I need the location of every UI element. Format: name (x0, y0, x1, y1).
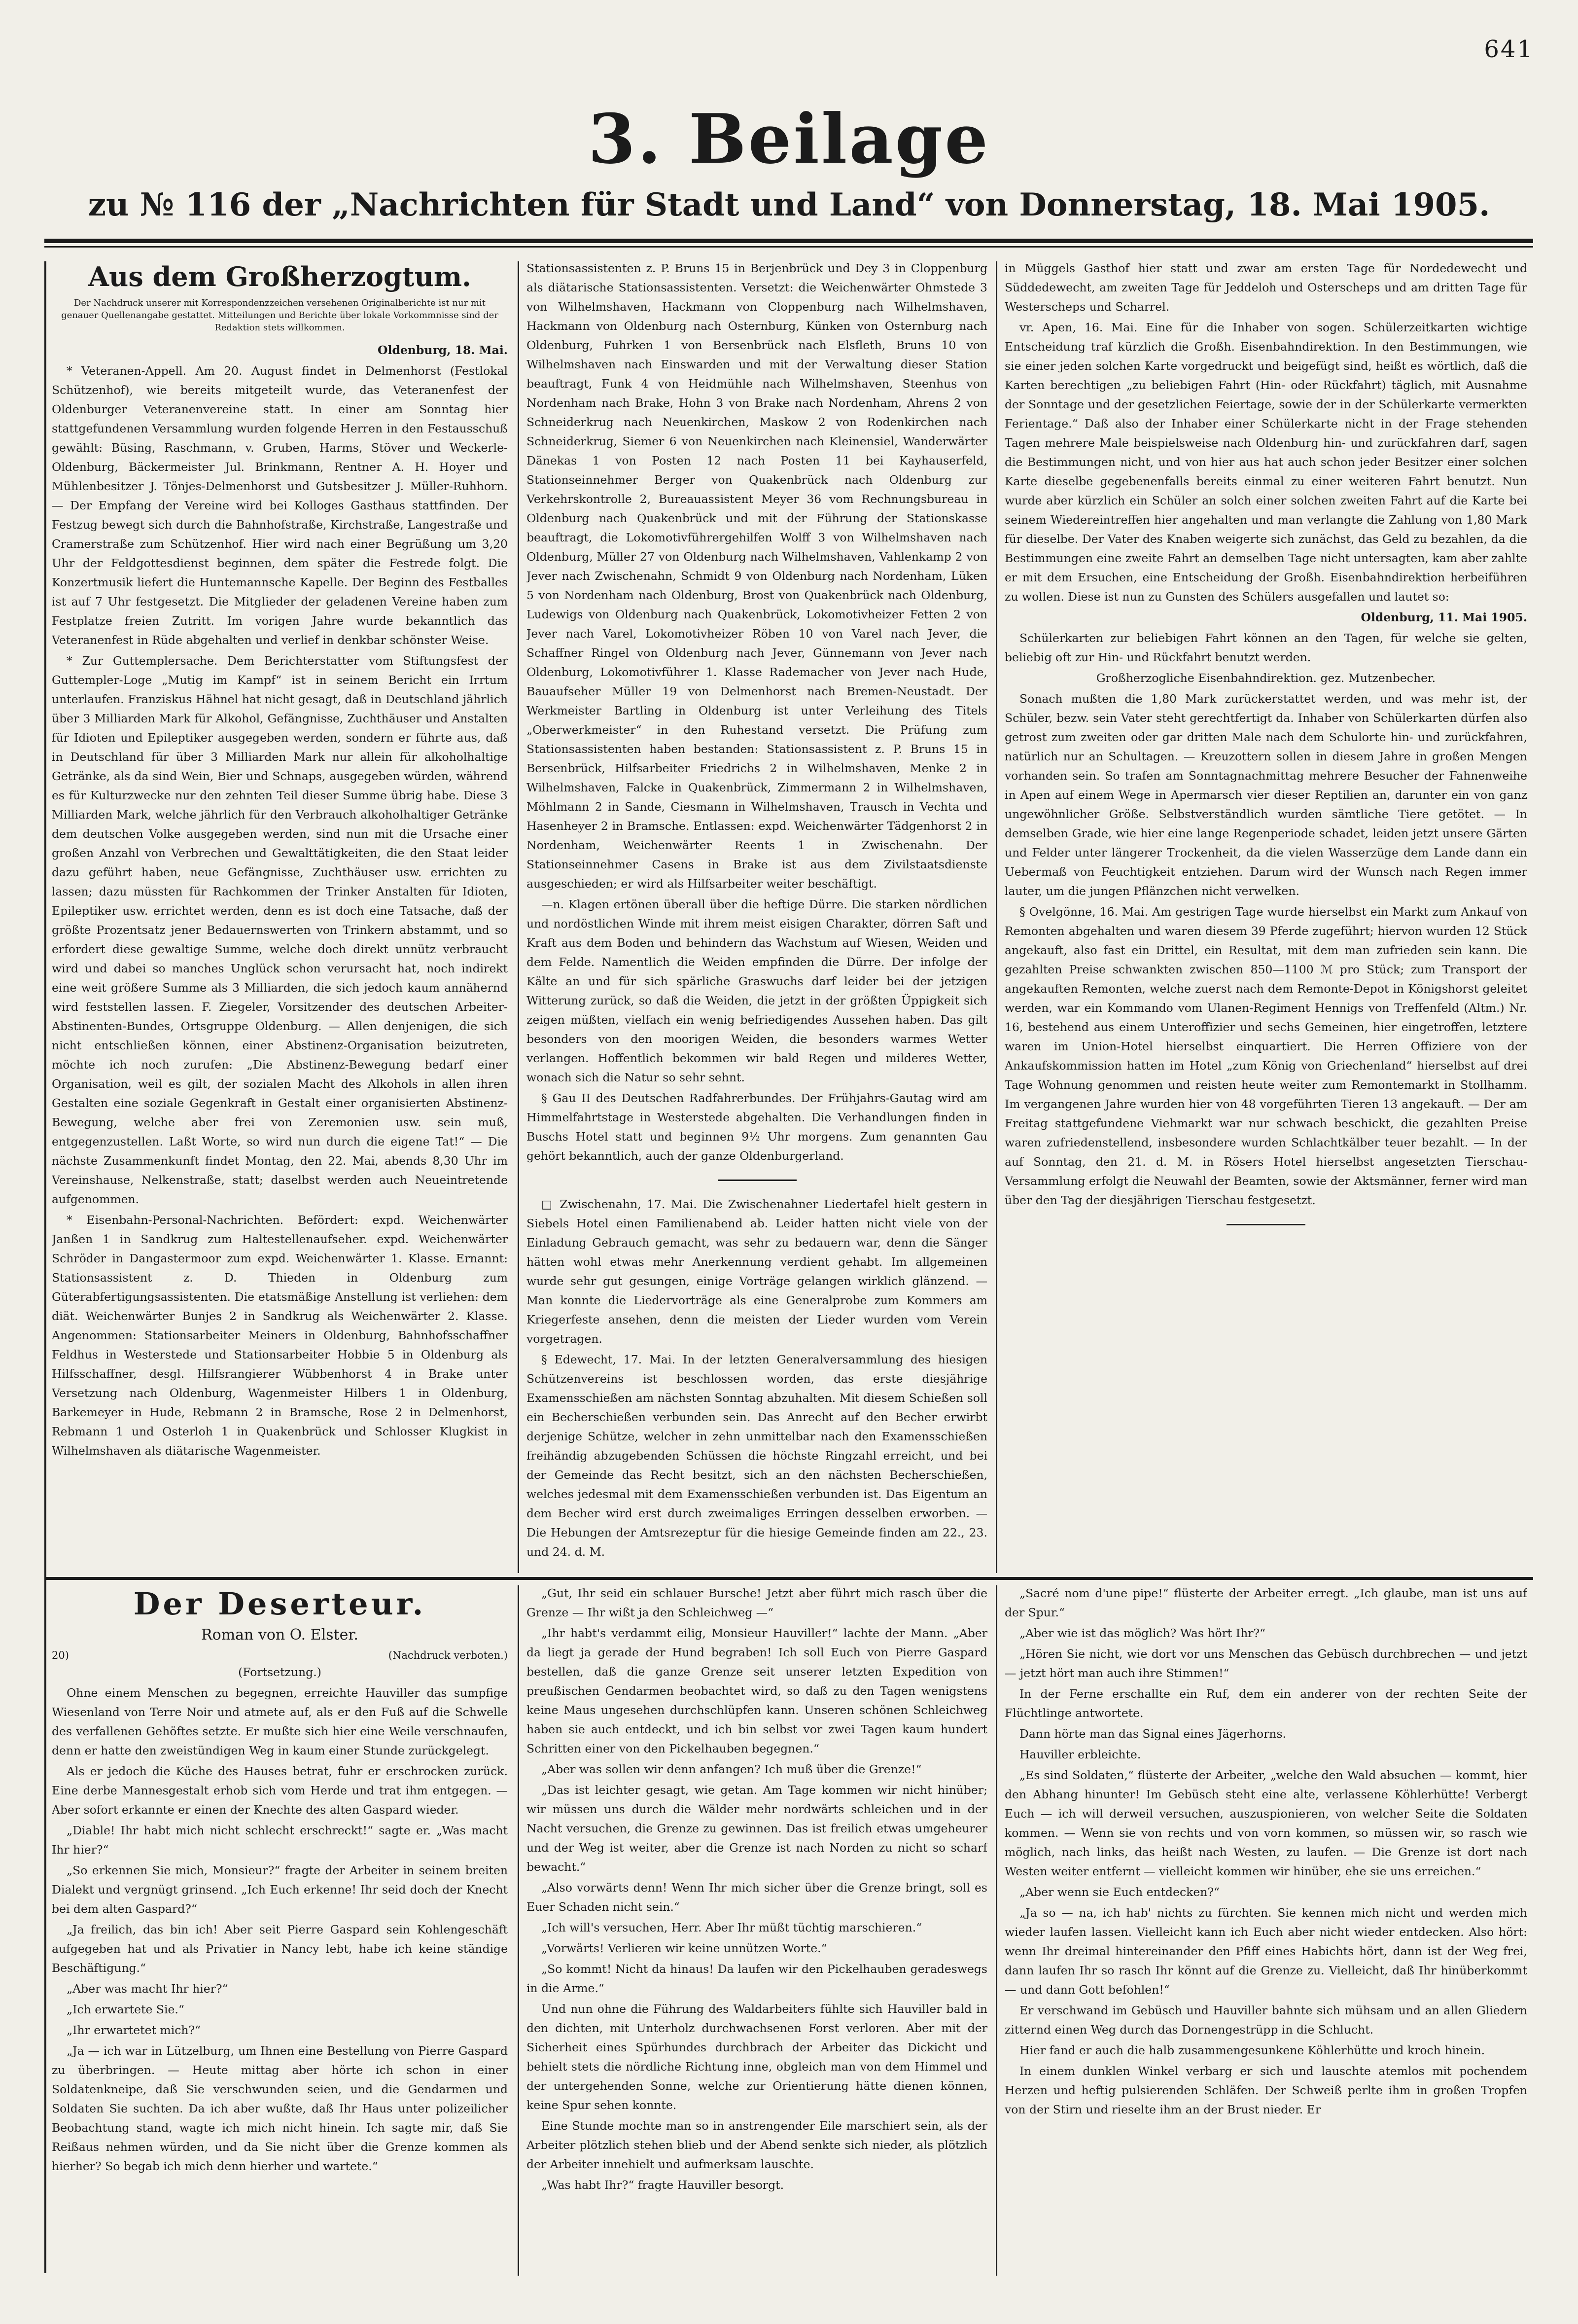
novel-paragraph: Dann hörte man das Signal eines Jägerhorns. (1019, 1727, 1286, 1741)
installment-number: 20) (52, 1649, 69, 1661)
supplement-title: 3. Beilage (588, 99, 990, 179)
article-paragraph: Schülerkarten zur beliebigen Fahrt können an den Tagen, für welche sie gelten, beliebig oft zur Hin- und Rückfahrt benutzt werden. (1005, 631, 1527, 664)
page-number: 641 (1484, 36, 1534, 63)
novel-paragraph: „Aber was sollen wir denn anfangen? Ich muß über die Grenze!“ (541, 1762, 922, 1776)
column-divider (518, 1585, 519, 2276)
feuilleton-column-1 (52, 1584, 508, 2284)
letter-dateline: Oldenburg, 11. Mai 1905. (1361, 610, 1527, 624)
novel-paragraph: „Also vorwärts denn! Wenn Ihr mich sicher über die Grenze bringt, soll es Euer Schaden nicht sein.“ (526, 1881, 987, 1914)
novel-paragraph: „Es sind Soldaten,“ flüsterte der Arbeiter, „welche den Wald absuchen — kommt, hier den Abhang hinunter! Im Gebüsch steht eine alte, verlassene Köhlerhütte! Verbergt Euch — ich will derweil versuchen, auszuspionieren, von welcher Seite die Soldaten kommen. — Wenn sie von rechts und von vorn kommen, so müssen wir, so rasch wie möglich, nach links, das heißt nach Westen, zu laufen. — Die Grenze ist dort nach Westen weiter entfernt — vielleicht kommen wir hinüber, ehe sie uns erreichen.“ (1005, 1768, 1527, 1878)
novel-paragraph: „Aber wenn sie Euch entdecken?“ (1019, 1885, 1220, 1899)
feuilleton-column-3 (1005, 1584, 1527, 2284)
left-border (44, 261, 46, 2273)
news-column-3 (1005, 259, 1527, 1573)
novel-paragraph: „Das ist leichter gesagt, wie getan. Am Tage kommen wir nicht hinüber; wir müssen uns durch die Wälder mehr nordwärts schleichen und in der Nacht versuchen, die Grenze zu gewinnen. Das ist freilich etwas umgeheurer und der Weg ist weiter, aber die Grenze ist nach Norden zu nicht so scharf bewacht.“ (526, 1783, 987, 1874)
novel-paragraph: Und nun ohne die Führung des Waldarbeiters fühlte sich Hauviller bald in den dichten, mit Unterholz durchwachsenen Forst verloren. Aber mit der Sicherheit eines Spürhundes durchbrach der Arbeiter das Dickicht und behielt stets die nördliche Richtung inne, obgleich man von dem Himmel und der untergehenden Sonne, welche zur Orientierung hätte dienen können, keine Spur sehen konnte. (526, 2002, 987, 2112)
section-title: Aus dem Großherzogtum. (88, 261, 471, 292)
novel-paragraph: Hier fand er auch die halb zusammengesunkene Köhlerhütte und kroch hinein. (1019, 2043, 1485, 2057)
column-divider (518, 261, 519, 1573)
novel-paragraph: „So kommt! Nicht da hinaus! Da laufen wir den Pickelhauben geradeswegs in die Arme.“ (526, 1962, 987, 1995)
novel-paragraph: Hauviller erbleichte. (1019, 1748, 1141, 1761)
article-paragraph: in Müggels Gasthof hier statt und zwar am ersten Tage für Nordedewecht und Süddedewecht, am zweiten Tage für Jeddeloh und Osterscheps und am dritten Tage für Westerscheps und Scharrel. (1005, 261, 1527, 314)
novel-author: Roman von O. Elster. (201, 1626, 358, 1644)
novel-paragraph: „Gut, Ihr seid ein schlauer Bursche! Jetzt aber führt mich rasch über die Grenze — Ihr wißt ja den Schleichweg —“ (526, 1586, 987, 1619)
column-divider (996, 1585, 997, 2276)
column-divider (996, 261, 997, 1573)
novel-paragraph: „Was habt Ihr?“ fragte Hauviller besorgt. (541, 2178, 784, 2192)
dateline: Oldenburg, 18. Mai. (378, 343, 508, 357)
novel-meta (52, 1648, 508, 1663)
article-paragraph: Stationsassistenten z. P. Bruns 15 in Berjenbrück und Dey 3 in Cloppenburg als diätarische Stationsassistenten. Versetzt: die Weichenwärter Ohmstede 3 von Wilhelmshaven, Hackmann von Cloppenburg nach Wilhelmshaven, Hackmann von Oldenburg nach Osternburg, Künken von Osternburg nach Oldenburg, Fuhrken 1 von Bersenbrück nach Elsfleth, Bruns 10 von Wilhelmshaven nach Einswarden und mit der Verwaltung dieser Station beauftragt, Funk 4 von Heidmühle nach Wilhelmshaven, Steenhus von Nordenham nach Brake, Hohn 3 von Brake nach Nordenham, Ahrens 2 von Schneiderkrug nach Neuenkirchen, Maskow 2 von Rodenkirchen nach Schneiderkrug, Siemer 6 von Neuenkirchen nach Kleinensiel, Wanderwärter Dänekas 1 von Posten 12 nach Posten 11 bei Kayhauserfeld, Stationseinnehmer Berger von Quakenbrück nach Oldenburg zur Verkehrskontrolle 2, Bureauassistent Meyer 36 vom Rechnungsbureau in Oldenburg nach Quakenbrück und mit der Führung der Stationskasse beauftragt, die Lokomotivführergehilfen Wolff 3 von Wilhelmshaven nach Oldenburg, Müller 27 von Oldenburg nach Wilhelmshaven, Vahlenkamp 2 von Jever nach Zwischenahn, Schmidt 9 von Oldenburg nach Nordenham, Lüken 5 von Nordenham nach Oldenburg, Brost von Quakenbrück nach Oldenburg, Ludewigs von Oldenburg nach Quakenbrück, Lokomotivheizer Fetten 2 von Jever nach Varel, Lokomotivheizer Röben 10 von Varel nach Jever, die Schaffner Ringel von Oldenburg nach Jever, Günnemann von Jever nach Oldenburg, Lokomotivführer 1. Klasse Rademacher von Jever nach Hude, Bauaufseher Müller 19 von Delmenhorst nach Bremen-Neustadt. Der Werkmeister Bartling in Oldenburg ist unter Verleihung des Titels „Oberwerkmeister“ in den Ruhestand versetzt. Die Prüfung zum Stationsassistenten haben bestanden: Stationsassistent z. P. Bruns 15 in Bersenbrück, Hilfsarbeiter Friedrichs 2 in Wilhelmshaven, Menke 2 in Wilhelmshaven, Falcke in Quakenbrück, Zimmermann 2 in Wilhelmshaven, Möhlmann 2 in Sande, Ciesmann in Wilhelmshaven, Trausch in Vechta und Hasenheyer 2 in Bramsche. Entlassen: expd. Weichenwärter Tädgenhorst 2 in Nordenham, Weichenwärter Reents 1 in Zwischenahn. Der Stationseinnehmer Casens in Brake ist aus dem Zivilstaatsdienste ausgeschieden; er wird als Hilfsarbeiter weiter beschäftigt. (526, 261, 987, 891)
novel-paragraph: „Vorwärts! Verlieren wir keine unnützen Worte.“ (541, 1941, 827, 1955)
novel-paragraph: In der Ferne erschallte ein Ruf, dem ein anderer von der rechten Seite der Flüchtlinge antwortete. (1005, 1687, 1527, 1720)
continuation-note: (Fortsetzung.) (238, 1665, 321, 1679)
novel-paragraph: Er verschwand im Gebüsch und Hauviller bahnte sich mühsam und an allen Gliedern zitternd einen Weg durch das Dornengestrüpp in die Schlucht. (1005, 2003, 1527, 2037)
novel-paragraph: „Sacré nom d'une pipe!“ flüsterte der Arbeiter erregt. „Ich glaube, man ist uns auf der Spur.“ (1005, 1586, 1527, 1619)
section-note: Der Nachdruck unserer mit Korrespondenzzeichen versehenen Originalberichte ist nur mit genauer Quellenangabe gestattet. Mitteilungen und Berichte über lokale Vorkommnisse sind der Redaktion stets willkommen. (61, 298, 498, 333)
novel-paragraph: „Ja freilich, das bin ich! Aber seit Pierre Gaspard sein Kohlengeschäft aufgegeben hat und als Privatier in Nancy lebt, habe ich keine ständige Beschäftigung.“ (52, 1923, 508, 1975)
novel-paragraph: „Ich erwartete Sie.“ (67, 2002, 184, 2016)
novel-paragraph: „Ihr habt's verdammt eilig, Monsieur Hauviller!“ lachte der Mann. „Aber da liegt ja gerade der Hund begraben! Ich soll Euch von Pierre Gaspard bestellen, daß die ganze Grenze seit unserer letzten Expedition von preußischen Gendarmen beobachtet wird, so daß zu den Tagen wenigstens keine Maus ungesehen durchschlüpfen kann. Unseren schönen Schleichweg haben sie auch entdeckt, und ich bin selbst vor zwei Tagen kaum hundert Schritten einer von den Pickelhauben begegnen.“ (526, 1626, 987, 1755)
novel-title: Der Deserteur. (133, 1586, 426, 1622)
article-paragraph: —n. Klagen ertönen überall über die heftige Dürre. Die starken nördlichen und nordöstlichen Winde mit ihrem meist eisigen Charakter, dörren Saft und Kraft aus dem Boden und behindern das Wachstum auf Wiesen, Weiden und dem Felde. Namentlich die Weiden empfinden die Dürre. Der infolge der Kälte an und für sich spärliche Graswuchs darf leider bei der jetzigen Witterung zurück, so daß die Weiden, die jetzt in der größten Üppigkeit sich zeigen müßten, vielfach ein wenig befriedigendes Aussehen haben. Das gilt besonders von den moorigen Weiden, die besonders warmes Wetter verlangen. Hoffentlich bekommen wir bald Regen und milderes Wetter, wonach sich die Natur so sehr sehnt. (526, 897, 987, 1084)
reprint-notice: (Nachdruck verboten.) (388, 1649, 508, 1661)
article-paragraph: vr. Apen, 16. Mai. Eine für die Inhaber von sogen. Schülerzeitkarten wichtige Entscheidung traf kürzlich die Großh. Eisenbahndirektion. In den Bestimmungen, wie sie einer jeden solchen Karte vorgedruckt und beigefügt sind, heißt es wörtlich, daß die Karten berechtigen „zu beliebigen Fahrt (Hin- oder Rückfahrt) täglich, mit Ausnahme der Sonntage und der gesetzlichen Feiertage, sowie der in der Schülerkarte vermerkten Ferientage.“ Daß also der Inhaber einer Schülerkarte nicht in der Frage stehenden Tagen mehrere Male beispielsweise nach Oldenburg hin- und zurückfahren darf, sagen die Bestimmungen nicht, und von hier aus hat auch schon jeder Besitzer einer solchen Karte dieselbe gegebenenfalls bereits einmal zu einer weiteren Fahrt benutzt. Nun wurde aber kürzlich ein Schüler an solch einer solchen zweiten Fahrt auf die Karte bei seinem Wiedereintreffen hier angehalten und man verlangte die Zahlung von 1,80 Mark für dieselbe. Der Vater des Knaben weigerte sich zunächst, das Geld zu bezahlen, da die Bestimmungen eine zweite Fahrt an demselben Tage nicht untersagten, kam aber zahlte er mit dem Ersuchen, eine Entscheidung der Großh. Eisenbahndirektion herbeiführen zu wollen. Diese ist nun zu Gunsten des Schülers ausgefallen und lautet so: (1005, 321, 1527, 604)
article-paragraph: □ Zwischenahn, 17. Mai. Die Zwischenahner Liedertafel hielt gestern in Siebels Hotel einen Familienabend ab. Leider hatten nicht viele von der Einladung Gebrauch gemacht, was sehr zu bedauern war, denn die Sänger hätten wohl etwas mehr Anerkennung verdient gehabt. Im allgemeinen wurde sehr gut gesungen, einige Vorträge gelangen wirklich glänzend. — Man konnte die Liedervorträge als eine Generalprobe zum Kommers am Kriegerfeste ansehen, denn die meisten der Lieder wurden vom Verein vorgetragen. (526, 1197, 987, 1346)
novel-paragraph: „Diable! Ihr habt mich nicht schlecht erschreckt!“ sagte er. „Was macht Ihr hier?“ (52, 1823, 508, 1857)
supplement-subtitle: zu № 116 der „Nachrichten für Stadt und Land“ von Donnerstag, 18. Mai 1905. (88, 186, 1490, 223)
novel-paragraph: „Aber was macht Ihr hier?“ (67, 1982, 228, 1996)
article-paragraph: * Eisenbahn-Personal-Nachrichten. Befördert: expd. Weichenwärter Janßen 1 in Sandkrug zum Haltestellenaufseher. expd. Weichenwärter Schröder in Dangastermoor zum expd. Weichenwärter 1. Klasse. Ernannt: Stationsassistent z. D. Thieden in Oldenburg zum Güterabfertigungsassistenten. Die etatsmäßige Anstellung ist verliehen: dem diät. Weichenwärter Bunjes 2 in Sandkrug als Weichenwärter 2. Klasse. Angenommen: Stationsarbeiter Meiners in Oldenburg, Bahnhofsschaffner Feldhus in Westerstede und Stationsarbeiter Hobbie 5 in Oldenburg als Hilfsschaffner, desgl. Hilfsrangierer Wübbenhorst 4 in Brake unter Versetzung nach Oldenburg, Wagenmeister Hilbers 1 in Oldenburg, Barkemeyer in Hude, Rebmann 2 in Bramsche, Rose 2 in Delmenhorst, Rebmann 1 und Osterloh 1 in Quakenbrück und Schlosser Klugkist in Wilhelmshaven als diätarische Wagenmeister. (52, 1213, 508, 1458)
signature: Großherzogliche Eisenbahndirektion. gez. Mutzenbecher. (1096, 671, 1436, 685)
novel-paragraph: Als er jedoch die Küche des Hauses betrat, fuhr er erschrocken zurück. Eine derbe Mannesgestalt erhob sich vom Herde und trat ihm entgegen. — Aber sofort erkannte er einen der Knechte des alten Gaspard wieder. (52, 1764, 508, 1817)
novel-paragraph: „Hören Sie nicht, wie dort vor uns Menschen das Gebüsch durchbrechen — und jetzt — jetzt hört man auch ihre Stimmen!“ (1005, 1647, 1527, 1680)
novel-paragraph: „Ich will's versuchen, Herr. Aber Ihr müßt tüchtig marschieren.“ (541, 1921, 922, 1934)
news-column-1 (52, 256, 508, 1573)
article-paragraph: * Veteranen-Appell. Am 20. August findet in Delmenhorst (Festlokal Schützenhof), wie bereits mitgeteilt wurde, das Veteranenfest der Oldenburger Veteranenvereine statt. In einer am Sonntag hier stattgefundenen Versammlung wurden folgende Herren in den Festausschuß gewählt: Büsing, Raschmann, v. Gruben, Harms, Stöver und Weckerle-Oldenburg, Bäckermeister Jul. Brinkmann, Rentner A. H. Hoyer und Mühlenbesitzer J. Tönjes-Delmenhorst und Gutsbesitzer J. Müller-Ruhhorn. — Der Empfang der Vereine wird bei Kolloges Gasthaus stattfinden. Der Festzug bewegt sich durch die Bahnhofstraße, Kirchstraße, Langestraße und Cramerstraße zum Schützenhof. Hier wird nach einer Begrüßung um 3,20 Uhr der Feldgottesdienst beginnen, dem später die Festrede folgt. Die Konzertmusik liefert die Huntemannsche Kapelle. Der Beginn des Festballes ist auf 7 Uhr festgesetzt. Die Mitglieder der geladenen Vereine haben zum Festplatze freien Zutritt. Im vorigen Jahre wurde bekanntlich das Veteranenfest in Rüde abgehalten und verlief in denkbar schönster Weise. (52, 364, 508, 647)
feuilleton-rule (44, 1577, 1533, 1580)
article-paragraph: * Zur Guttemplersache. Dem Berichterstatter vom Stiftungsfest der Guttempler-Loge „Mutig im Kampf“ ist in seinem Bericht ein Irrtum unterlaufen. Franziskus Hähnel hat nicht gesagt, daß in Deutschland jährlich über 3 Milliarden Mark für Alkohol, Gefängnisse, Zuchthäuser und Anstalten für Idioten und Epileptiker ausgegeben werden, sondern er führte aus, daß in Deutschland für über 3 Milliarden Mark nur allein für alkoholhaltige Getränke, als da sind Wein, Bier und Schnaps, ausgegeben würden, während es für Kulturzwecke nur den zehnten Teil dieser Summe übrig habe. Diese 3 Milliarden Mark, welche jährlich für den Verbrauch alkoholhaltiger Getränke dem deutschen Volke ausgegeben werden, sind nun mit die Ursache einer großen Anzahl von Verbrechen und Gewalttätigkeiten, die den Staat leider dazu geführt haben, neue Gefängnisse, Zuchthäuser usw. errichten zu lassen; dazu müssten für Rachkommen der Trinker Anstalten für Idioten, Epileptiker usw. errichtet werden, denn es ist doch eine Tatsache, daß der größte Prozentsatz jener Bedauernswerten von Trinkern abstammt, und so erfordert diese gewaltige Summe, welche doch direkt unnütz verbraucht wird und dabei so manches Unglück schon verursacht hat, noch indirekt eine weit größere Summe als 3 Milliarden, die sich jedoch kaum annähernd wird feststellen lassen. F. Ziegeler, Vorsitzender des deutschen Arbeiter-Abstinenten-Bundes, Ortsgruppe Oldenburg. — Allen denjenigen, die sich nicht entschließen können, einer Abstinenz-Organisation beizutreten, möchte ich noch zurufen: „Die Abstinenz-Bewegung bedarf einer Organisation, weil es gilt, der sozialen Macht des Alkohols in allen ihren Gestalten eine soziale Gegenkraft in Gestalt einer organisierten Abstinenz-Bewegung, welche aber frei von Zeremonien usw. sein muß, entgegenzustellen. Laßt Worte, so wird nun durch die eigene Tat!“ — Die nächste Zusammenkunft findet Montag, den 22. Mai, abends 8,30 Uhr im Vereinshause, Nelkenstraße, statt; daselbst werden auch Neueintretende aufgenommen. (52, 654, 508, 1206)
header-rule-thin (44, 246, 1533, 248)
news-column-2 (526, 259, 987, 1573)
novel-paragraph: „So erkennen Sie mich, Monsieur?“ fragte der Arbeiter in seinem breiten Dialekt und vergnügt grinsend. „Ich Euch erkenne! Ihr seid doch der Knecht bei dem alten Gaspard?“ (52, 1863, 508, 1916)
novel-paragraph: Eine Stunde mochte man so in anstrengender Eile marschiert sein, als der Arbeiter plötzlich stehen blieb und der Abend senkte sich nieder, als plötzlich der Arbeiter innehielt und aufmerksam lauschte. (526, 2119, 987, 2171)
novel-paragraph: „Aber wie ist das möglich? Was hört Ihr?“ (1019, 1626, 1266, 1640)
header-rule (44, 239, 1533, 243)
novel-paragraph: Ohne einem Menschen zu begegnen, erreichte Hauviller das sumpfige Wiesenland von Terre Noir und atmete auf, als er den Fuß auf die Schwelle des verfallenen Gehöftes setzte. Er mußte sich hier eine Weile verschnaufen, denn er hatte den zweistündigen Weg in kaum einer Stunde zurückgelegt. (52, 1686, 508, 1757)
novel-paragraph: In einem dunklen Winkel verbarg er sich und lauschte atemlos mit pochendem Herzen und heftig pulsierenden Schläfen. Der Schweiß perlte ihm in großen Tropfen von der Stirn und rieselte ihm an der Brust nieder. Er (1005, 2064, 1527, 2116)
novel-paragraph: „Ja — ich war in Lützelburg, um Ihnen eine Bestellung von Pierre Gaspard zu überbringen. — Heute mittag aber hörte ich schon in einer Soldatenkneipe, daß Sie verschwunden seien, und die Gendarmen und Soldaten Sie suchten. Da ich aber wußte, daß Ihr Haus unter polizeilicher Beobachtung stand, wagte ich mich nicht hinein. Ich sagte mir, daß Sie Reißaus nehmen würden, und da Sie nicht über die Grenze kommen als hierher? So begab ich mich denn hierher und wartete.“ (52, 2044, 508, 2173)
article-paragraph: § Gau II des Deutschen Radfahrerbundes. Der Frühjahrs-Gautag wird am Himmelfahrtstage in Westerstede abgehalten. Die Verhandlungen finden in Buschs Hotel statt und beginnen 9½ Uhr morgens. Zum genannten Gau gehört bekanntlich, auch der ganze Oldenburgerland. (526, 1091, 987, 1163)
article-paragraph: § Edewecht, 17. Mai. In der letzten Generalversammlung des hiesigen Schützenvereins ist beschlossen worden, das erste diesjährige Examensschießen am nächsten Sonntag abzuhalten. Mit diesem Schießen soll ein Becherschießen verbunden sein. Das Anrecht auf den Becher erwirbt derjenige Schütze, welcher in zehn unmittelbar nach den Examensschießen freihändig abzugebenden Schüssen die höchste Ringzahl erreicht, und bei der Gemeinde das Recht besitzt, sich an den nächsten Becherschießen, welches jedesmal mit dem Examensschießen verbunden ist. Das Eigentum an dem Becher wird erst durch zweimaliges Erringen desselben erworben. — Die Hebungen der Amtsrezeptur für die hiesige Gemeinde finden am 22., 23. und 24. d. M. (526, 1353, 987, 1559)
novel-paragraph: „Ja so — na, ich hab' nichts zu fürchten. Sie kennen mich nicht und werden mich wieder laufen lassen. Vielleicht kann ich Euch aber nicht wieder entdecken. Also hört: wenn Ihr dreimal hintereinander den Pfiff eines Habichts hört, dann ist der Weg frei, dann laufen Ihr so rasch Ihr könnt auf die Grenze zu. Vielleicht, daß Ihr hinüberkommt — und dann Gott befohlen!“ (1005, 1906, 1527, 1997)
separator-rule (718, 1180, 797, 1181)
novel-paragraph: „Ihr erwartetet mich?“ (67, 2023, 201, 2037)
separator-rule (1227, 1224, 1305, 1225)
article-paragraph: § Ovelgönne, 16. Mai. Am gestrigen Tage wurde hierselbst ein Markt zum Ankauf von Remonten abgehalten und waren diesem 39 Pferde zugeführt; hiervon wurden 12 Stück angekauft, also fast ein Drittel, ein Resultat, mit dem man zufrieden sein kann. Die gezahlten Preise schwankten zwischen 850—1100 ℳ pro Stück; zum Transport der angekauften Remonten, welche zuerst nach dem Remonte-Depot in Königshorst geleitet werden, war ein Kommando vom Ulanen-Regiment Hennigs von Treffenfeld (Altm.) Nr. 16, bestehend aus einem Unteroffizier und sechs Gemeinen, hier eingetroffen, letztere waren im Union-Hotel hierselbst einquartiert. Die Herren Offiziere von der Ankaufskommission hatten im Hotel „zum König von Griechenland“ hierselbst auf drei Tage Wohnung genommen und reisten heute weiter zum Remontemarkt in Stollhamm. Im vergangenen Jahre wurden hier von 48 vorgeführten Tieren 13 angekauft. — Der am Freitag stattgefundene Viehmarkt war nur schwach beschickt, die gezahlten Preise waren zufriedenstellend, insbesondere wurden Schlachtkälber teuer bezahlt. — In der auf Sonntag, den 21. d. M. in Rösers Hotel hierselbst angesetzten Tierschau-Versammlung erfolgt die Neuwahl der Beamten, sowie der Aktsmänner, ferner wird man über den Tag der diesjährigen Tierschau festgesetzt. (1005, 905, 1527, 1207)
feuilleton-column-2 (526, 1584, 987, 2284)
article-paragraph: Sonach mußten die 1,80 Mark zurückerstattet werden, und was mehr ist, der Schüler, bezw. sein Vater steht gerechtfertigt da. Inhaber von Schülerkarten dürfen also getrost zum zweiten oder gar dritten Male nach dem Schulorte hin- und zurückfahren, natürlich nur an Schultagen. — Kreuzottern sollen in diesem Jahre in großen Mengen vorhanden sein. So trafen am Sonntagnachmittag mehrere Besucher der Fahnenweihe in Apen auf einem Wege in Apermarsch vier dieser Reptilien an, darunter ein von ganz ungewöhnlicher Größe. Selbstverständlich wurden sämtliche Tiere getötet. — In demselben Grade, wie hier eine lange Regenperiode schadet, leiden jetzt unsere Gärten und Felder unter längerer Trockenheit, da die vielen Wasserzüge dem Lande dann ein Uebermaß von Feuchtigkeit entziehen. Darum wird der Wunsch nach Regen immer lauter, um die jungen Pflänzchen nicht verwelken. (1005, 692, 1527, 898)
